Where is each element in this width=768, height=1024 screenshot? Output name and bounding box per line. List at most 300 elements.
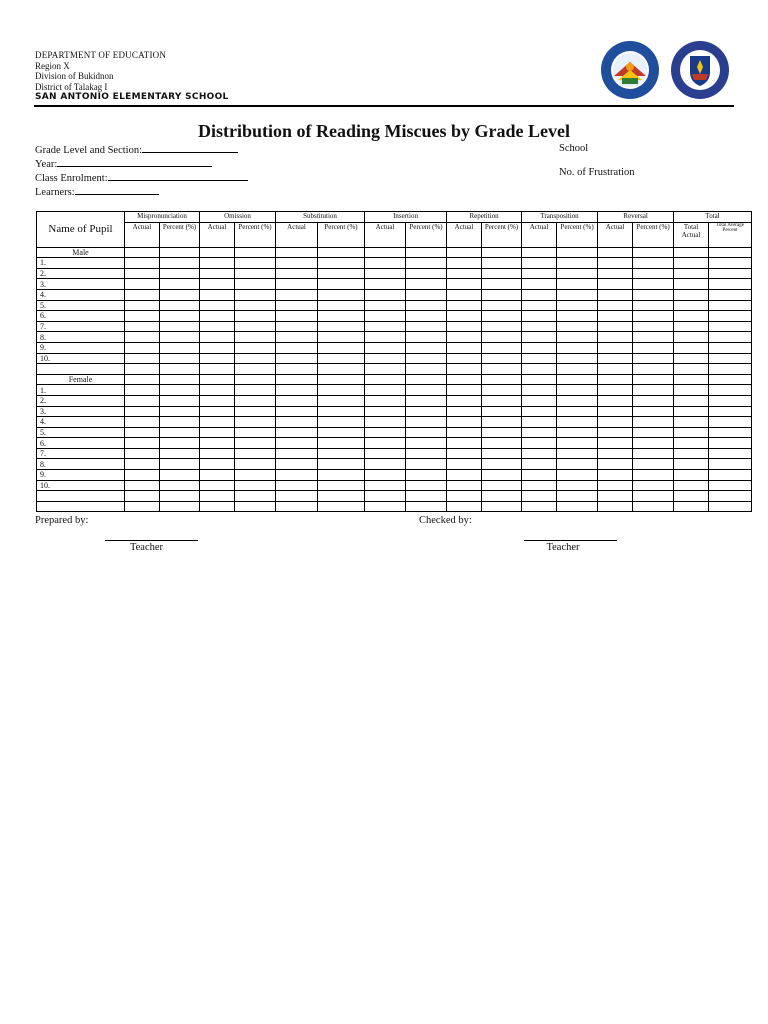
data-cell	[482, 300, 522, 311]
data-cell	[365, 289, 406, 300]
data-cell	[482, 448, 522, 459]
sub-header: Percent (%)	[482, 222, 522, 247]
data-cell	[447, 374, 482, 385]
data-cell	[160, 300, 200, 311]
data-cell	[318, 279, 365, 290]
data-cell	[522, 321, 557, 332]
data-cell	[276, 438, 318, 449]
data-cell	[365, 501, 406, 512]
data-cell	[557, 417, 598, 428]
sub-header: Actual	[522, 222, 557, 247]
data-cell	[365, 427, 406, 438]
table-row	[37, 385, 752, 396]
data-cell	[447, 406, 482, 417]
data-cell	[557, 374, 598, 385]
data-cell	[709, 247, 752, 258]
data-cell	[125, 321, 160, 332]
data-cell	[406, 258, 447, 269]
data-cell	[125, 258, 160, 269]
table-body	[37, 247, 752, 512]
data-cell	[447, 364, 482, 375]
data-cell	[276, 258, 318, 269]
data-cell	[406, 385, 447, 396]
table-row	[37, 491, 752, 502]
data-cell	[160, 417, 200, 428]
data-cell	[447, 321, 482, 332]
data-cell	[200, 353, 235, 364]
data-cell	[235, 311, 276, 322]
data-cell	[557, 395, 598, 406]
data-cell	[674, 385, 709, 396]
data-cell	[709, 311, 752, 322]
data-cell	[633, 417, 674, 428]
table-row	[37, 321, 752, 332]
data-cell	[674, 279, 709, 290]
data-cell	[709, 427, 752, 438]
table-row	[37, 258, 752, 269]
data-cell	[125, 501, 160, 512]
data-cell	[447, 501, 482, 512]
data-cell	[318, 247, 365, 258]
data-cell	[557, 364, 598, 375]
data-cell	[160, 364, 200, 375]
data-cell	[125, 247, 160, 258]
year-field	[35, 157, 248, 171]
department-name: DEPARTMENT OF EDUCATION	[35, 50, 167, 60]
data-cell	[633, 459, 674, 470]
data-cell	[482, 353, 522, 364]
data-cell	[633, 364, 674, 375]
data-cell	[276, 342, 318, 353]
data-cell	[482, 374, 522, 385]
data-cell	[633, 342, 674, 353]
table-row	[37, 470, 752, 481]
data-cell	[125, 300, 160, 311]
data-cell	[276, 247, 318, 258]
data-cell	[160, 268, 200, 279]
data-cell	[406, 332, 447, 343]
data-cell	[633, 470, 674, 481]
table-row	[37, 332, 752, 343]
data-cell	[598, 438, 633, 449]
row-number: 6.	[37, 311, 125, 322]
data-cell	[365, 300, 406, 311]
sub-header: Actual	[125, 222, 160, 247]
data-cell	[160, 258, 200, 269]
data-cell	[125, 459, 160, 470]
data-cell	[557, 406, 598, 417]
data-cell	[598, 342, 633, 353]
data-cell	[557, 300, 598, 311]
data-cell	[125, 470, 160, 481]
data-cell	[674, 268, 709, 279]
data-cell	[709, 448, 752, 459]
data-cell	[276, 427, 318, 438]
data-cell	[447, 247, 482, 258]
data-cell	[557, 342, 598, 353]
data-cell	[406, 300, 447, 311]
data-cell	[557, 427, 598, 438]
table-row	[37, 395, 752, 406]
data-cell	[598, 268, 633, 279]
data-cell	[482, 417, 522, 428]
name-of-pupil-header: Name of Pupil	[37, 212, 125, 248]
data-cell	[276, 480, 318, 491]
data-cell	[235, 438, 276, 449]
data-cell	[598, 311, 633, 322]
data-cell	[200, 480, 235, 491]
data-cell	[406, 395, 447, 406]
data-cell	[200, 300, 235, 311]
data-cell	[276, 279, 318, 290]
region-name: Region X	[35, 60, 70, 71]
data-cell	[276, 417, 318, 428]
data-cell	[633, 300, 674, 311]
data-cell	[318, 374, 365, 385]
data-cell	[598, 353, 633, 364]
table-row	[37, 289, 752, 300]
data-cell	[598, 417, 633, 428]
data-cell	[598, 491, 633, 502]
data-cell	[482, 342, 522, 353]
table-row	[37, 406, 752, 417]
data-cell	[160, 395, 200, 406]
sub-header: Total Average Percent	[709, 222, 752, 247]
data-cell	[235, 480, 276, 491]
row-number: 5.	[37, 427, 125, 438]
row-number: 4.	[37, 289, 125, 300]
data-cell	[674, 470, 709, 481]
data-cell	[235, 247, 276, 258]
name-cell	[37, 364, 125, 375]
data-cell	[522, 342, 557, 353]
data-cell	[709, 385, 752, 396]
group-header: Total	[674, 212, 752, 223]
data-cell	[318, 427, 365, 438]
data-cell	[200, 406, 235, 417]
data-cell	[365, 258, 406, 269]
sub-header: Actual	[598, 222, 633, 247]
data-cell	[633, 353, 674, 364]
data-cell	[160, 438, 200, 449]
data-cell	[125, 406, 160, 417]
data-cell	[674, 374, 709, 385]
data-cell	[318, 311, 365, 322]
data-cell	[200, 342, 235, 353]
data-cell	[276, 459, 318, 470]
data-cell	[482, 321, 522, 332]
data-cell	[522, 427, 557, 438]
data-cell	[406, 438, 447, 449]
data-cell	[557, 491, 598, 502]
data-cell	[200, 385, 235, 396]
data-cell	[406, 417, 447, 428]
table-row	[37, 342, 752, 353]
data-cell	[633, 332, 674, 343]
row-number: 7.	[37, 321, 125, 332]
data-cell	[276, 374, 318, 385]
data-cell	[276, 448, 318, 459]
data-cell	[406, 268, 447, 279]
data-cell	[160, 480, 200, 491]
table-row	[37, 501, 752, 512]
data-cell	[200, 289, 235, 300]
data-cell	[633, 247, 674, 258]
data-cell	[522, 501, 557, 512]
data-cell	[633, 374, 674, 385]
data-cell	[276, 470, 318, 481]
checked-by-label: Checked by:	[419, 515, 472, 526]
data-cell	[557, 258, 598, 269]
row-number: 9.	[37, 470, 125, 481]
data-cell	[318, 321, 365, 332]
sub-header: Actual	[276, 222, 318, 247]
data-cell	[447, 300, 482, 311]
data-cell	[522, 470, 557, 481]
data-cell	[447, 289, 482, 300]
data-cell	[674, 406, 709, 417]
row-number: 9.	[37, 342, 125, 353]
table-row	[37, 300, 752, 311]
table-row	[37, 427, 752, 438]
data-cell	[406, 321, 447, 332]
table-row	[37, 480, 752, 491]
data-cell	[709, 268, 752, 279]
data-cell	[482, 332, 522, 343]
data-cell	[633, 321, 674, 332]
data-cell	[235, 268, 276, 279]
data-cell	[365, 374, 406, 385]
data-cell	[318, 448, 365, 459]
data-cell	[482, 491, 522, 502]
data-cell	[674, 501, 709, 512]
group-header: Substitution	[276, 212, 365, 223]
frustration-label: No. of Frustration	[559, 167, 635, 178]
data-cell	[160, 311, 200, 322]
group-header: Reversal	[598, 212, 674, 223]
data-cell	[557, 268, 598, 279]
data-cell	[365, 332, 406, 343]
data-cell	[482, 406, 522, 417]
data-cell	[160, 448, 200, 459]
data-cell	[318, 470, 365, 481]
data-cell	[160, 470, 200, 481]
data-cell	[276, 300, 318, 311]
data-cell	[709, 438, 752, 449]
data-cell	[406, 406, 447, 417]
data-cell	[160, 279, 200, 290]
data-cell	[674, 395, 709, 406]
data-cell	[318, 258, 365, 269]
data-cell	[276, 364, 318, 375]
data-cell	[522, 300, 557, 311]
data-cell	[447, 268, 482, 279]
data-cell	[365, 385, 406, 396]
data-cell	[365, 279, 406, 290]
data-cell	[318, 268, 365, 279]
data-cell	[125, 427, 160, 438]
data-cell	[447, 459, 482, 470]
miscues-table	[36, 211, 752, 512]
data-cell	[365, 470, 406, 481]
data-cell	[633, 501, 674, 512]
data-cell	[235, 406, 276, 417]
data-cell	[160, 342, 200, 353]
data-cell	[522, 385, 557, 396]
data-cell	[318, 353, 365, 364]
data-cell	[200, 258, 235, 269]
row-number: 8.	[37, 459, 125, 470]
data-cell	[125, 395, 160, 406]
female-section-row-label: Female	[37, 374, 125, 385]
data-cell	[447, 385, 482, 396]
data-cell	[125, 353, 160, 364]
data-cell	[235, 417, 276, 428]
table-row	[37, 268, 752, 279]
grade-level-label: Grade Level and Section:	[35, 145, 142, 156]
data-cell	[406, 279, 447, 290]
data-cell	[522, 268, 557, 279]
data-cell	[522, 491, 557, 502]
name-cell	[37, 491, 125, 502]
data-cell	[557, 501, 598, 512]
data-cell	[125, 385, 160, 396]
data-cell	[709, 353, 752, 364]
data-cell	[447, 353, 482, 364]
data-cell	[235, 501, 276, 512]
data-cell	[365, 438, 406, 449]
data-cell	[125, 374, 160, 385]
data-cell	[406, 311, 447, 322]
data-cell	[406, 353, 447, 364]
data-cell	[318, 289, 365, 300]
data-cell	[598, 300, 633, 311]
data-cell	[160, 406, 200, 417]
data-cell	[160, 374, 200, 385]
data-cell	[318, 385, 365, 396]
data-cell	[598, 258, 633, 269]
data-cell	[482, 459, 522, 470]
data-cell	[365, 311, 406, 322]
row-number: 4.	[37, 417, 125, 428]
data-cell	[318, 417, 365, 428]
data-cell	[447, 480, 482, 491]
data-cell	[522, 332, 557, 343]
data-cell	[365, 395, 406, 406]
data-cell	[633, 279, 674, 290]
group-header: Insertion	[365, 212, 447, 223]
data-cell	[200, 427, 235, 438]
data-cell	[365, 448, 406, 459]
data-cell	[447, 332, 482, 343]
data-cell	[200, 417, 235, 428]
row-number: 10.	[37, 353, 125, 364]
data-cell	[598, 332, 633, 343]
data-cell	[598, 321, 633, 332]
data-cell	[406, 459, 447, 470]
sub-header: Percent (%)	[160, 222, 200, 247]
data-cell	[276, 321, 318, 332]
data-cell	[406, 364, 447, 375]
data-cell	[235, 395, 276, 406]
data-cell	[406, 470, 447, 481]
table-row	[37, 417, 752, 428]
data-cell	[235, 353, 276, 364]
data-cell	[200, 448, 235, 459]
data-cell	[709, 395, 752, 406]
data-cell	[125, 417, 160, 428]
data-cell	[709, 470, 752, 481]
row-number: 8.	[37, 332, 125, 343]
data-cell	[482, 501, 522, 512]
data-cell	[406, 374, 447, 385]
data-cell	[365, 342, 406, 353]
data-cell	[406, 448, 447, 459]
data-cell	[522, 353, 557, 364]
data-cell	[557, 480, 598, 491]
group-header: Repetition	[447, 212, 522, 223]
sub-header: Actual	[365, 222, 406, 247]
row-number: 6.	[37, 438, 125, 449]
data-cell	[406, 480, 447, 491]
data-cell	[633, 289, 674, 300]
data-cell	[557, 470, 598, 481]
data-cell	[160, 321, 200, 332]
data-cell	[318, 406, 365, 417]
data-cell	[557, 353, 598, 364]
male-section-row-label: Male	[37, 247, 125, 258]
data-cell	[125, 332, 160, 343]
data-cell	[200, 491, 235, 502]
data-cell	[598, 289, 633, 300]
data-cell	[447, 395, 482, 406]
data-cell	[125, 279, 160, 290]
data-cell	[522, 364, 557, 375]
data-cell	[709, 459, 752, 470]
data-cell	[200, 247, 235, 258]
table-row	[37, 353, 752, 364]
data-cell	[522, 395, 557, 406]
data-cell	[318, 491, 365, 502]
data-cell	[200, 438, 235, 449]
data-cell	[709, 491, 752, 502]
learners-field	[35, 185, 248, 199]
data-cell	[674, 321, 709, 332]
data-cell	[598, 395, 633, 406]
data-cell	[674, 417, 709, 428]
data-cell	[200, 459, 235, 470]
data-cell	[709, 417, 752, 428]
data-cell	[447, 427, 482, 438]
sub-header: Percent (%)	[406, 222, 447, 247]
data-cell	[633, 311, 674, 322]
row-number: 10.	[37, 480, 125, 491]
data-cell	[406, 289, 447, 300]
data-cell	[235, 364, 276, 375]
male-section-row	[37, 247, 752, 258]
female-section-row	[37, 374, 752, 385]
data-cell	[276, 385, 318, 396]
data-cell	[522, 406, 557, 417]
data-cell	[318, 300, 365, 311]
data-cell	[235, 427, 276, 438]
data-cell	[482, 268, 522, 279]
data-cell	[235, 459, 276, 470]
group-header-row	[37, 212, 752, 223]
data-cell	[674, 491, 709, 502]
data-cell	[276, 406, 318, 417]
data-cell	[447, 448, 482, 459]
